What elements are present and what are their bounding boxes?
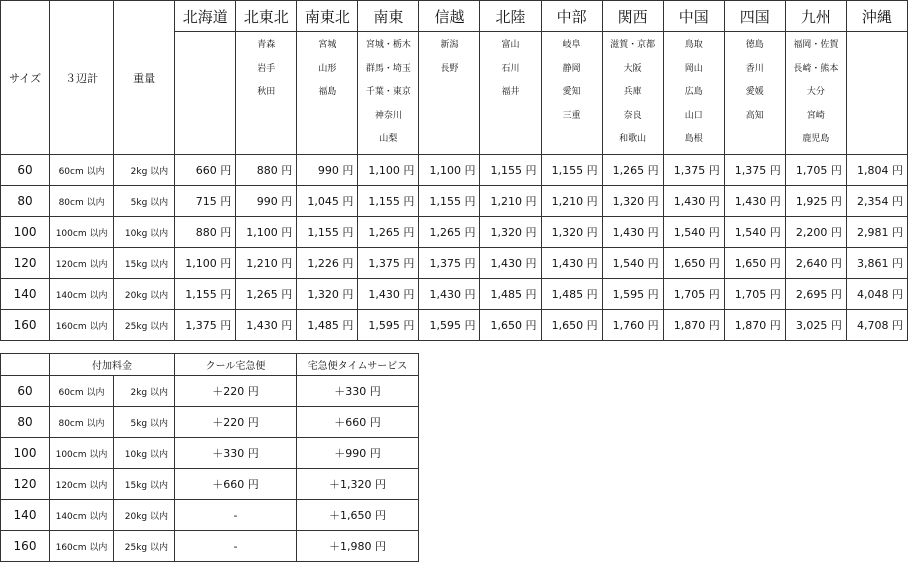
- region-prefectures: [175, 32, 236, 155]
- prefecture-name: 静岡: [562, 63, 581, 74]
- dimensions-header: ３辺計: [50, 1, 114, 155]
- size-value: 100: [1, 217, 50, 248]
- prefecture-name: 奈良: [623, 110, 642, 121]
- dimensions-value: 160cm 以内: [50, 531, 114, 562]
- price-cell: 1,265 円: [236, 279, 297, 310]
- region-name: 信越: [419, 1, 480, 32]
- cool-surcharge: ＋220 円: [175, 407, 297, 438]
- dimensions-value: 60cm 以内: [50, 376, 114, 407]
- weight-value: 20kg 以内: [114, 500, 175, 531]
- price-cell: 1,540 円: [663, 217, 724, 248]
- cool-surcharge: ＋330 円: [175, 438, 297, 469]
- price-cell: 1,100 円: [419, 155, 480, 186]
- price-cell: 1,155 円: [297, 217, 358, 248]
- cool-surcharge: -: [175, 531, 297, 562]
- prefecture-name: 鹿児島: [802, 134, 830, 144]
- price-cell: 4,708 円: [846, 310, 907, 341]
- dimensions-value: 60cm 以内: [50, 155, 114, 186]
- weight-value: 15kg 以内: [114, 469, 175, 500]
- price-cell: 990 円: [297, 155, 358, 186]
- prefecture-name: 石川: [501, 63, 520, 74]
- price-cell: 1,375 円: [175, 310, 236, 341]
- region-prefectures: [785, 32, 846, 155]
- prefecture-name: 鳥取: [684, 40, 703, 50]
- price-cell: 1,705 円: [785, 155, 846, 186]
- surcharge-row: [1, 407, 419, 438]
- region-prefectures: [663, 32, 724, 155]
- price-cell: 1,430 円: [541, 248, 602, 279]
- price-cell: 2,695 円: [785, 279, 846, 310]
- prefecture-name: 島根: [684, 134, 703, 144]
- price-cell: 1,100 円: [236, 217, 297, 248]
- prefecture-name: 青森: [257, 40, 276, 50]
- region-name: 南東北: [297, 1, 358, 32]
- prefecture-name: 岩手: [257, 63, 276, 74]
- dimensions-value: 100cm 以内: [50, 217, 114, 248]
- time-service-surcharge: ＋1,650 円: [297, 500, 419, 531]
- weight-value: 25kg 以内: [114, 310, 175, 341]
- price-cell: 1,650 円: [541, 310, 602, 341]
- region-name: 北海道: [175, 1, 236, 32]
- time-service-surcharge: ＋660 円: [297, 407, 419, 438]
- prefecture-name: 長野: [440, 63, 459, 74]
- size-value: 100: [1, 438, 50, 469]
- size-value: 60: [1, 155, 50, 186]
- prefecture-name: 滋賀・京都: [610, 40, 656, 50]
- price-cell: 1,155 円: [358, 186, 419, 217]
- prefecture-name: 福島: [318, 87, 337, 97]
- price-cell: 1,540 円: [724, 217, 785, 248]
- prefecture-name: 三重: [562, 110, 581, 121]
- weight-header: 重量: [114, 1, 175, 155]
- time-service-surcharge: ＋330 円: [297, 376, 419, 407]
- time-service-surcharge: ＋990 円: [297, 438, 419, 469]
- cool-surcharge: ＋660 円: [175, 469, 297, 500]
- dimensions-value: 80cm 以内: [50, 186, 114, 217]
- price-cell: 1,375 円: [419, 248, 480, 279]
- price-cell: 1,155 円: [480, 155, 541, 186]
- prefecture-name: 長崎・熊本: [793, 63, 839, 74]
- price-cell: 1,430 円: [419, 279, 480, 310]
- dimensions-value: 140cm 以内: [50, 500, 114, 531]
- region-prefectures: [358, 32, 419, 155]
- price-cell: 1,870 円: [724, 310, 785, 341]
- price-cell: 4,048 円: [846, 279, 907, 310]
- surcharge-title: 付加料金: [50, 354, 175, 376]
- price-cell: 1,595 円: [602, 279, 663, 310]
- price-cell: 1,705 円: [663, 279, 724, 310]
- price-cell: 1,485 円: [541, 279, 602, 310]
- weight-value: 15kg 以内: [114, 248, 175, 279]
- prefecture-name: 広島: [684, 87, 703, 97]
- rate-row: [1, 279, 908, 310]
- region-name: 関西: [602, 1, 663, 32]
- price-cell: 1,595 円: [419, 310, 480, 341]
- price-cell: 1,375 円: [724, 155, 785, 186]
- prefecture-name: 大分: [806, 87, 825, 97]
- time-service-surcharge: ＋1,320 円: [297, 469, 419, 500]
- time-service-surcharge: ＋1,980 円: [297, 531, 419, 562]
- prefecture-name: 岐阜: [562, 40, 581, 50]
- region-prefectures: [480, 32, 541, 155]
- price-cell: 2,200 円: [785, 217, 846, 248]
- region-prefectures: [846, 32, 907, 155]
- region-prefectures: [724, 32, 785, 155]
- prefecture-name: 福井: [501, 87, 520, 97]
- cool-surcharge: -: [175, 500, 297, 531]
- weight-value: 5kg 以内: [114, 186, 175, 217]
- size-value: 140: [1, 279, 50, 310]
- price-cell: 1,045 円: [297, 186, 358, 217]
- region-name: 中部: [541, 1, 602, 32]
- price-cell: 1,870 円: [663, 310, 724, 341]
- prefecture-name: 山口: [684, 110, 703, 121]
- surcharge-table: [0, 353, 419, 562]
- region-name: 北東北: [236, 1, 297, 32]
- weight-value: 20kg 以内: [114, 279, 175, 310]
- prefecture-name: 愛知: [562, 87, 581, 97]
- price-cell: 1,320 円: [602, 186, 663, 217]
- weight-value: 25kg 以内: [114, 531, 175, 562]
- prefecture-name: 千葉・東京: [365, 87, 411, 97]
- price-cell: 1,210 円: [541, 186, 602, 217]
- surcharge-row: [1, 531, 419, 562]
- size-value: 80: [1, 186, 50, 217]
- time-service-header: 宅急便タイムサービス: [297, 354, 419, 376]
- surcharge-row: [1, 500, 419, 531]
- price-cell: 1,430 円: [236, 310, 297, 341]
- weight-value: 5kg 以内: [114, 407, 175, 438]
- dimensions-value: 100cm 以内: [50, 438, 114, 469]
- price-cell: 1,430 円: [358, 279, 419, 310]
- price-cell: 1,155 円: [419, 186, 480, 217]
- price-cell: 1,226 円: [297, 248, 358, 279]
- price-cell: 3,861 円: [846, 248, 907, 279]
- size-value: 160: [1, 531, 50, 562]
- weight-value: 10kg 以内: [114, 217, 175, 248]
- price-cell: 1,485 円: [297, 310, 358, 341]
- price-cell: 1,375 円: [358, 248, 419, 279]
- surcharge-blank-cell: [1, 354, 50, 376]
- price-cell: 1,100 円: [358, 155, 419, 186]
- price-cell: 990 円: [236, 186, 297, 217]
- dimensions-value: 120cm 以内: [50, 248, 114, 279]
- prefecture-name: 徳島: [745, 40, 764, 50]
- prefecture-name: 高知: [745, 110, 764, 121]
- dimensions-value: 160cm 以内: [50, 310, 114, 341]
- price-cell: 2,354 円: [846, 186, 907, 217]
- price-cell: 1,100 円: [175, 248, 236, 279]
- weight-value: 10kg 以内: [114, 438, 175, 469]
- prefecture-name: 山形: [318, 63, 337, 74]
- price-cell: 1,485 円: [480, 279, 541, 310]
- region-name: 中国: [663, 1, 724, 32]
- price-cell: 1,265 円: [602, 155, 663, 186]
- price-cell: 1,320 円: [541, 217, 602, 248]
- price-cell: 1,430 円: [480, 248, 541, 279]
- rate-row: [1, 217, 908, 248]
- price-cell: 1,155 円: [541, 155, 602, 186]
- price-cell: 880 円: [175, 217, 236, 248]
- region-name: 四国: [724, 1, 785, 32]
- weight-value: 2kg 以内: [114, 376, 175, 407]
- price-cell: 1,320 円: [480, 217, 541, 248]
- size-value: 140: [1, 500, 50, 531]
- surcharge-row: [1, 376, 419, 407]
- price-cell: 1,540 円: [602, 248, 663, 279]
- region-name: 沖縄: [846, 1, 907, 32]
- price-cell: 1,650 円: [663, 248, 724, 279]
- size-value: 160: [1, 310, 50, 341]
- prefecture-name: 新潟: [440, 40, 459, 50]
- price-cell: 1,804 円: [846, 155, 907, 186]
- price-cell: 1,430 円: [663, 186, 724, 217]
- prefecture-name: 宮城・栃木: [365, 40, 411, 50]
- size-value: 120: [1, 469, 50, 500]
- price-cell: 1,430 円: [724, 186, 785, 217]
- prefecture-name: 群馬・埼玉: [365, 63, 411, 74]
- price-cell: 1,210 円: [480, 186, 541, 217]
- dimensions-value: 120cm 以内: [50, 469, 114, 500]
- price-cell: 1,210 円: [236, 248, 297, 279]
- region-prefectures: [236, 32, 297, 155]
- size-value: 60: [1, 376, 50, 407]
- region-prefectures: [541, 32, 602, 155]
- rate-row: [1, 186, 908, 217]
- prefecture-name: 神奈川: [374, 110, 402, 121]
- region-prefectures: [419, 32, 480, 155]
- surcharge-row: [1, 469, 419, 500]
- prefecture-name: 兵庫: [623, 87, 642, 97]
- prefecture-name: 宮崎: [806, 110, 825, 121]
- price-cell: 1,595 円: [358, 310, 419, 341]
- price-cell: 1,375 円: [663, 155, 724, 186]
- prefecture-name: 宮城: [318, 40, 337, 50]
- surcharge-row: [1, 438, 419, 469]
- price-cell: 1,320 円: [297, 279, 358, 310]
- rate-row: [1, 310, 908, 341]
- prefecture-name: 岡山: [684, 63, 703, 74]
- prefecture-name: 愛媛: [745, 87, 764, 97]
- prefecture-name: 大阪: [623, 63, 642, 74]
- price-cell: 3,025 円: [785, 310, 846, 341]
- dimensions-value: 140cm 以内: [50, 279, 114, 310]
- region-prefectures: [297, 32, 358, 155]
- rate-row: [1, 248, 908, 279]
- price-cell: 2,640 円: [785, 248, 846, 279]
- size-value: 80: [1, 407, 50, 438]
- price-cell: 1,155 円: [175, 279, 236, 310]
- dimensions-value: 80cm 以内: [50, 407, 114, 438]
- rate-row: [1, 155, 908, 186]
- prefecture-name: 和歌山: [619, 134, 647, 144]
- price-cell: 1,925 円: [785, 186, 846, 217]
- price-cell: 1,265 円: [358, 217, 419, 248]
- price-cell: 880 円: [236, 155, 297, 186]
- prefecture-name: 香川: [745, 63, 764, 74]
- prefecture-name: 秋田: [257, 87, 276, 97]
- prefecture-name: 福岡・佐賀: [793, 40, 839, 50]
- weight-value: 2kg 以内: [114, 155, 175, 186]
- price-cell: 1,650 円: [724, 248, 785, 279]
- region-name: 南東: [358, 1, 419, 32]
- prefecture-name: 富山: [501, 40, 520, 50]
- price-cell: 1,760 円: [602, 310, 663, 341]
- price-cell: 1,705 円: [724, 279, 785, 310]
- cool-header: クール宅急便: [175, 354, 297, 376]
- size-value: 120: [1, 248, 50, 279]
- region-prefectures: [602, 32, 663, 155]
- region-name: 九州: [785, 1, 846, 32]
- price-cell: 1,430 円: [602, 217, 663, 248]
- price-cell: 715 円: [175, 186, 236, 217]
- price-cell: 2,981 円: [846, 217, 907, 248]
- price-cell: 1,650 円: [480, 310, 541, 341]
- region-name: 北陸: [480, 1, 541, 32]
- cool-surcharge: ＋220 円: [175, 376, 297, 407]
- price-cell: 660 円: [175, 155, 236, 186]
- prefecture-name: 山梨: [379, 134, 398, 144]
- size-header: サイズ: [1, 1, 50, 155]
- price-cell: 1,265 円: [419, 217, 480, 248]
